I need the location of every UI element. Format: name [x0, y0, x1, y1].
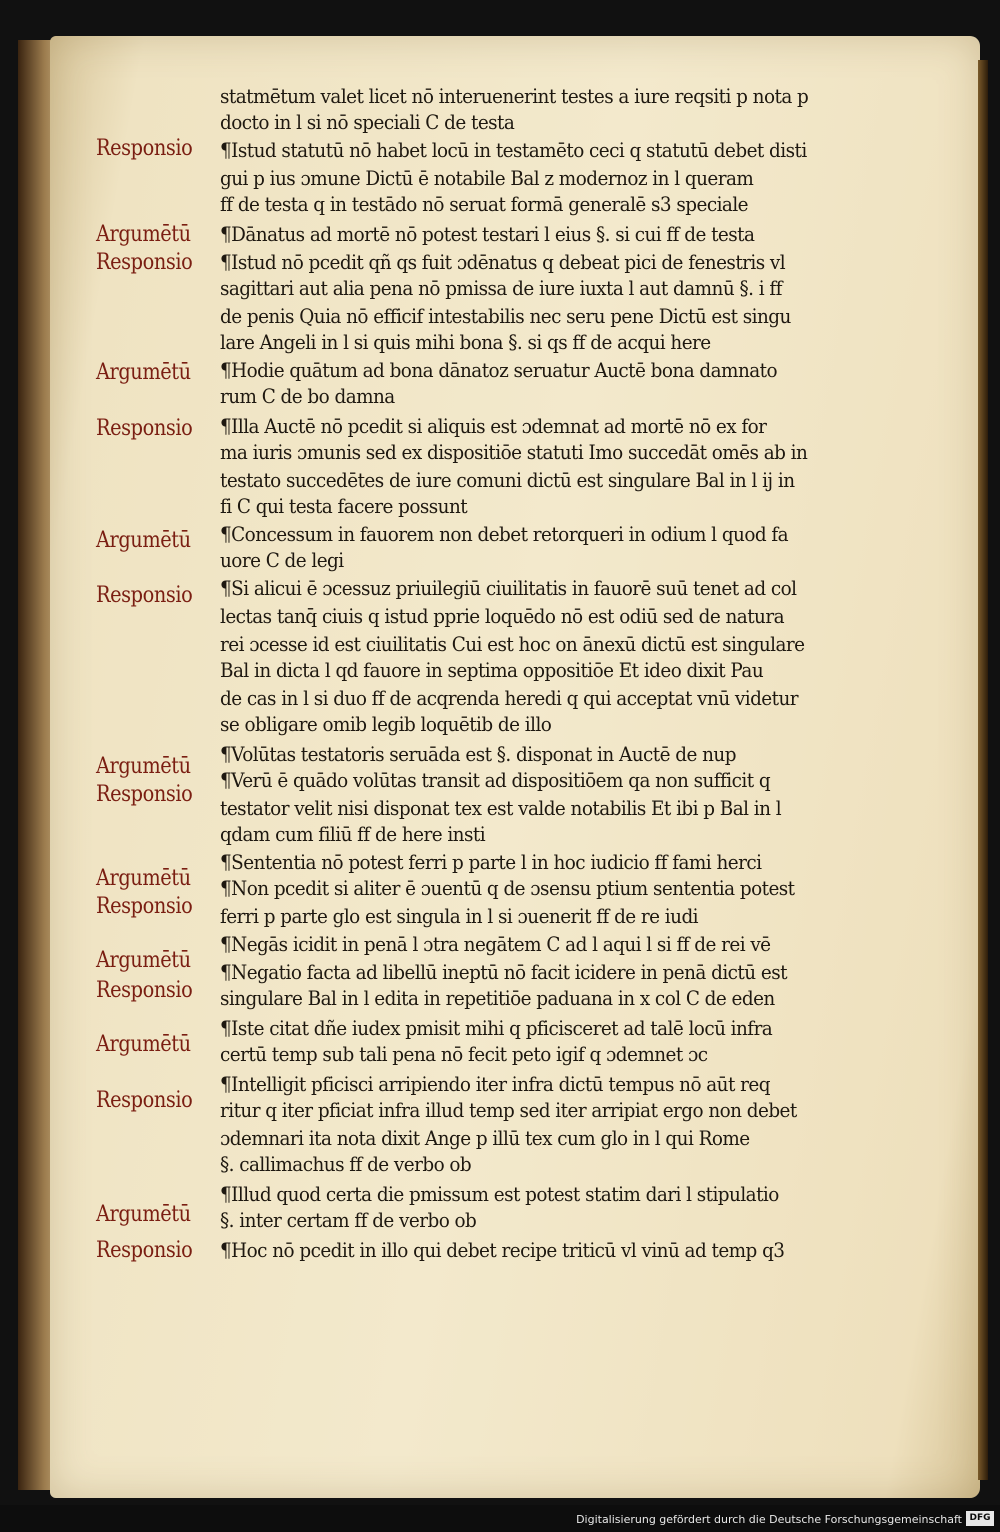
margin-label-responsio: Responsio — [96, 1088, 193, 1113]
text-line: rei ɔcesse id est ciuilitatis Cui est hoc on ānexū dictū est singulare — [220, 632, 805, 656]
text-line: ɔdemnari ita nota dixit Ange p illū tex cum glo in l qui Rome — [220, 1126, 750, 1150]
text-line: qdam cum filiū ff de here insti — [220, 822, 486, 846]
text-line: ¶Hoc nō pcedit in illo qui debet recipe triticū vl vinū ad temp q3 — [220, 1238, 785, 1262]
margin-label-responsio: Responsio — [96, 978, 193, 1003]
text-line: statmētum valet licet nō interuenerint testes a iure reqsiti p nota p — [220, 84, 809, 108]
margin-label-argumentum: Argumētū — [96, 1202, 191, 1227]
text-line: rum C de bo damna — [220, 384, 395, 408]
margin-label-responsio: Responsio — [96, 136, 193, 161]
margin-label-argumentum: Argumētū — [96, 948, 191, 973]
margin-label-responsio: Responsio — [96, 416, 193, 441]
margin-label-argumentum: Argumētū — [96, 866, 191, 891]
text-line: de cas in l si duo ff de acqrenda heredi q qui acceptat vnū videtur — [220, 686, 799, 710]
text-line: ¶Iste citat dñe iudex pmisit mihi q pficisceret ad talē locū infra — [220, 1016, 773, 1040]
text-line: uore C de legi — [220, 548, 344, 572]
text-line: testator velit nisi disponat tex est valde notabilis Et ibi p Bal in l — [220, 796, 782, 820]
footer-bar — [0, 1505, 1000, 1532]
text-line: §. inter certam ff de verbo ob — [220, 1208, 477, 1232]
text-line: ¶Verū ē quādo volūtas transit ad dispositiōem qa non sufficit q — [220, 768, 771, 792]
text-line: Bal in dicta l qd fauore in septima oppositiōe Et ideo dixit Pau — [220, 658, 764, 682]
text-line: fi C qui testa facere possunt — [220, 494, 468, 518]
margin-label-responsio: Responsio — [96, 894, 193, 919]
text-line: ¶Non pcedit si aliter ē ɔuentū q de ɔsensu ptium sententia potest — [220, 876, 795, 900]
margin-label-argumentum: Argumētū — [96, 754, 191, 779]
text-line: ¶Istud nō pcedit qñ qs fuit ɔdēnatus q debeat pici de fenestris vl — [220, 250, 786, 274]
text-line: testato succedētes de iure comuni dictū est singulare Bal in l ij in — [220, 468, 795, 492]
text-line: lare Angeli in l si quis mihi bona §. si qs ff de acqui here — [220, 330, 711, 354]
text-line: certū temp sub tali pena nō fecit peto igif q ɔdemnet ɔc — [220, 1042, 708, 1066]
text-line: ¶Dānatus ad mortē nō potest testari l eius §. si cui ff de testa — [220, 222, 755, 246]
margin-label-responsio: Responsio — [96, 1238, 193, 1263]
text-line: ¶Concessum in fauorem non debet retorqueri in odium l quod fa — [220, 522, 789, 546]
text-line: lectas tanq̄ ciuis q istud pprie loquēdo nō est odiū sed de natura — [220, 604, 785, 628]
text-line: singulare Bal in l edita in repetitiōe paduana in x col C de eden — [220, 986, 775, 1010]
text-line: ¶Istud statutū nō habet locū in testamēto ceci q statutū debet disti — [220, 138, 807, 162]
text-line: §. callimachus ff de verbo ob — [220, 1152, 472, 1176]
text-line: ferri p parte glo est singula in l si ɔuenerit ff de re iudi — [220, 904, 699, 928]
text-line: gui p ius ɔmune Dictū ē notabile Bal z modernoz in l queram — [220, 166, 754, 190]
margin-label-argumentum: Argumētū — [96, 222, 191, 247]
margin-label-responsio: Responsio — [96, 250, 193, 275]
text-line: ¶Illa Auctē nō pcedit si aliquis est ɔdemnat ad mortē nō ex for — [220, 414, 767, 438]
funding-credit: Digitalisierung gefördert durch die Deutsche Forschungsgemeinschaft — [576, 1513, 962, 1526]
text-line: ¶Negatio facta ad libellū ineptū nō facit icidere in penā dictū est — [220, 960, 787, 984]
text-line: de penis Quia nō efficif intestabilis nec seru pene Dictū est singu — [220, 304, 791, 328]
text-line: ¶Illud quod certa die pmissum est potest statim dari l stipulatio — [220, 1182, 779, 1206]
text-line: ff de testa q in testādo nō seruat formā generalē s3 speciale — [220, 192, 749, 216]
page-edge — [978, 60, 988, 1480]
text-line: ¶Sententia nō potest ferri p parte l in hoc iudicio ff fami herci — [220, 850, 762, 874]
margin-label-argumentum: Argumētū — [96, 360, 191, 385]
text-line: ma iuris ɔmunis sed ex dispositiōe statuti Imo succedāt omēs ab in — [220, 440, 808, 464]
text-line: ¶Intelligit pficisci arripiendo iter infra dictū tempus nō aūt req — [220, 1072, 770, 1096]
dfg-logo: DFG — [966, 1511, 994, 1526]
text-line: se obligare omib legib loquētib de illo — [220, 712, 552, 736]
text-line: ¶Si alicui ē ɔcessuz priuilegiū ciuilitatis in fauorē suū tenet ad col — [220, 576, 797, 600]
text-line: docto in l si nō speciali C de testa — [220, 110, 515, 134]
margin-label-argumentum: Argumētū — [96, 528, 191, 553]
text-line: ¶Hodie quātum ad bona dānatoz seruatur Auctē bona damnato — [220, 358, 778, 382]
margin-label-responsio: Responsio — [96, 782, 193, 807]
text-line: ritur q iter pficiat infra illud temp sed iter arripiat ergo non debet — [220, 1098, 797, 1122]
text-line: ¶Negās icidit in penā l ɔtra negātem C ad l aqui l si ff de rei vē — [220, 932, 771, 956]
text-line: sagittari aut alia pena nō pmissa de iure iuxta l aut damnū §. i ff — [220, 276, 782, 300]
margin-label-argumentum: Argumētū — [96, 1032, 191, 1057]
margin-label-responsio: Responsio — [96, 583, 193, 608]
text-line: ¶Volūtas testatoris seruāda est §. disponat in Auctē de nup — [220, 742, 736, 766]
